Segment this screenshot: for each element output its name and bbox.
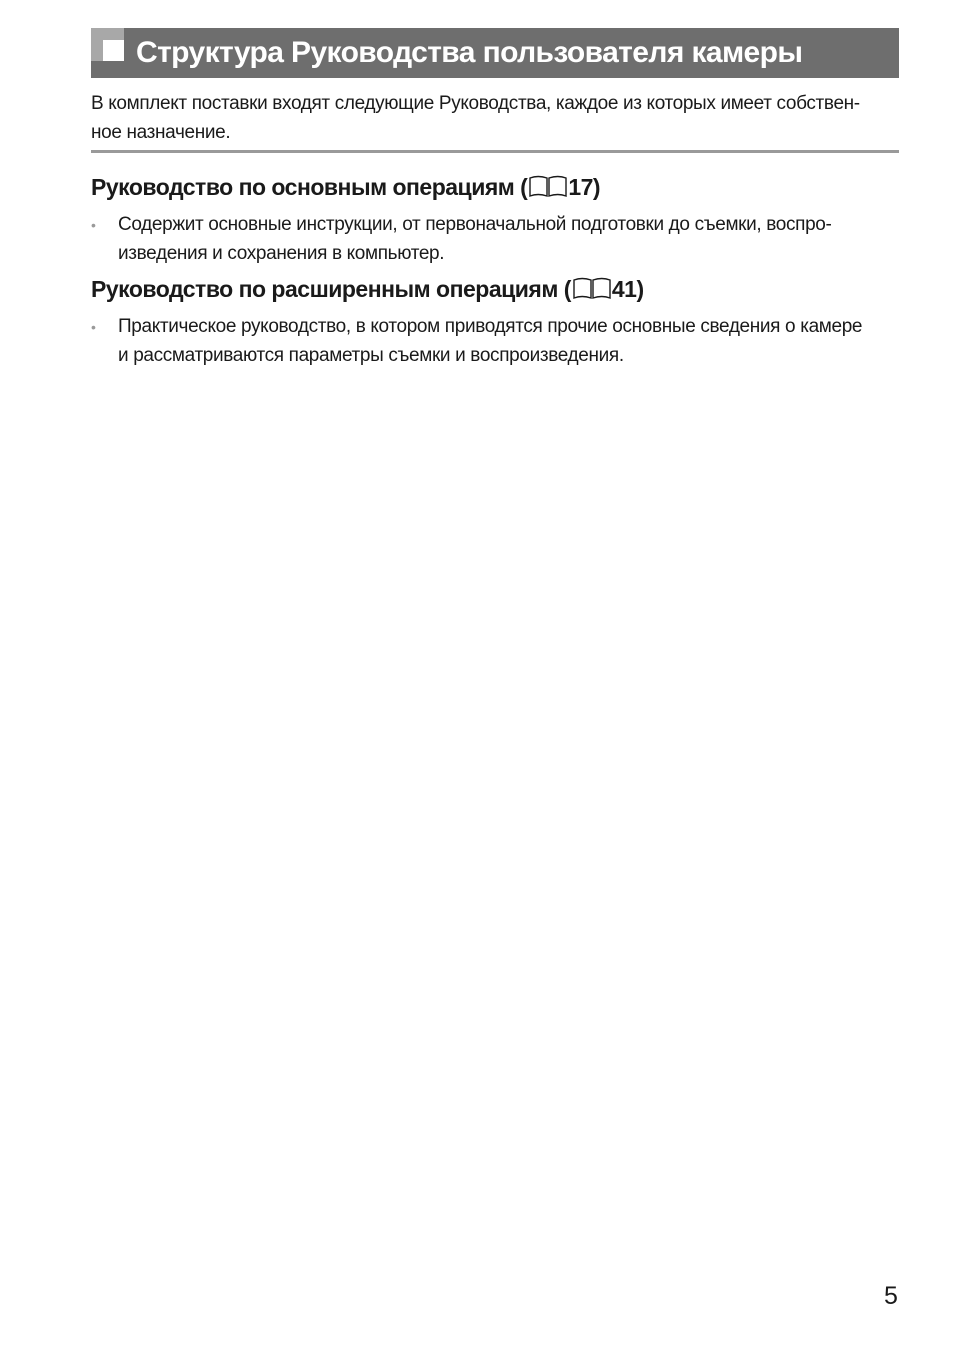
section-heading-text: Руководство по основным операциям ( bbox=[91, 174, 528, 200]
intro-line-1: В комплект поставки входят следующие Руководства, каждое из которых имеет собствен- bbox=[91, 93, 860, 114]
bullet-marker: • bbox=[91, 217, 96, 233]
bullet-line-1: Содержит основные инструкции, от первоначальной подготовки до съемки, воспро- bbox=[118, 214, 832, 235]
intro-paragraph bbox=[91, 89, 901, 147]
section-heading-advanced bbox=[91, 274, 644, 304]
heading-paren: ) bbox=[592, 174, 601, 200]
bullet-line-2: и рассматриваются параметры съемки и воспроизведения. bbox=[118, 345, 624, 366]
bullet-marker: • bbox=[91, 319, 96, 335]
book-icon bbox=[528, 174, 568, 198]
page-ref[interactable]: 17 bbox=[568, 174, 593, 200]
bullet-line-2: изведения и сохранения в компьютер. bbox=[118, 243, 445, 264]
page-number: 5 bbox=[884, 1282, 898, 1310]
title-square-corner bbox=[103, 40, 124, 61]
page-ref[interactable]: 41 bbox=[611, 276, 637, 302]
page-title: Структура Руководства пользователя камеры bbox=[136, 36, 803, 69]
intro-line-2: ное назначение. bbox=[91, 122, 231, 143]
book-icon bbox=[572, 276, 612, 300]
section-heading-text: Руководство по расширенным операциям ( bbox=[91, 276, 571, 302]
bullet-line-1: Практическое руководство, в котором приводятся прочие основные сведения о камере bbox=[118, 316, 863, 337]
divider-rule bbox=[91, 150, 899, 153]
section-heading-basic bbox=[91, 172, 600, 202]
heading-paren: ) bbox=[636, 276, 644, 302]
bullet-text-advanced bbox=[118, 312, 908, 370]
bullet-text-basic bbox=[118, 210, 908, 268]
